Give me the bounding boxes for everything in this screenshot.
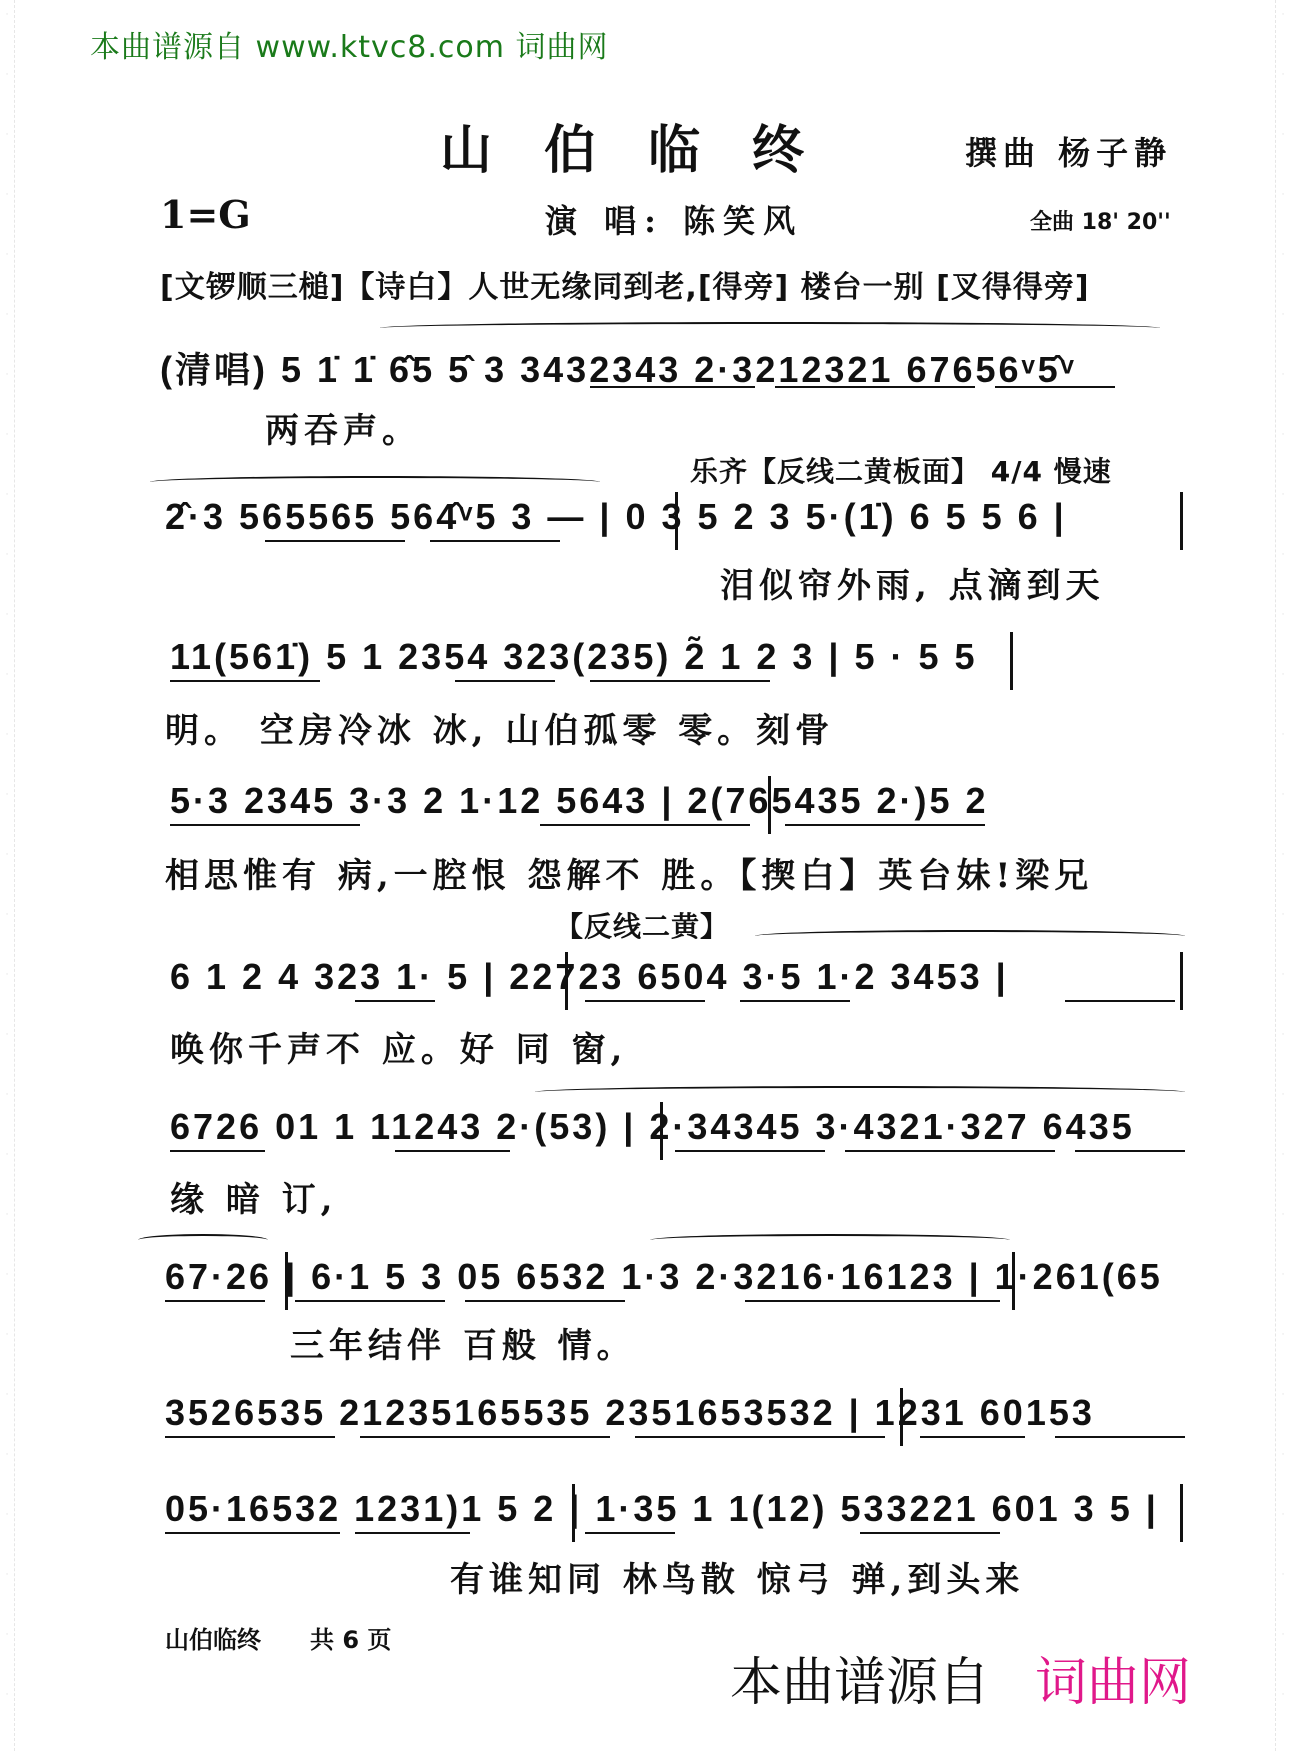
score-row-9-lyrics: 有谁知同 林鸟散 惊弓 弹,到头来 (450, 1560, 1025, 1600)
margin-watermark-mark: · (1281, 1570, 1285, 1580)
beam (265, 540, 405, 542)
score-row-2-notes: 2̂·3 565565 564̂ᵛ5 3 — | 0 3 5 2 3 5·(1̇) 6 5 5 6 | (165, 496, 1067, 537)
bar-line (1180, 1484, 1183, 1542)
beam (590, 680, 770, 682)
margin-watermark-mark: · (5, 130, 9, 140)
right-margin-strip (1275, 0, 1290, 1751)
score-row-9-notes: 05·16532 1231)1 5 2 | 1·35 1 1(12) 533221 601 3 5 | (165, 1488, 1159, 1529)
beam (395, 1150, 510, 1152)
margin-watermark-mark: · (5, 70, 9, 80)
beam (920, 1436, 1025, 1438)
margin-watermark-mark: · (1281, 1090, 1285, 1100)
margin-watermark-mark: · (5, 10, 9, 20)
phrase-slur (150, 476, 600, 488)
margin-watermark-mark: · (5, 190, 9, 200)
beam (295, 1300, 445, 1302)
margin-watermark-mark: · (5, 1030, 9, 1040)
phrase-slur (535, 1086, 1185, 1098)
phrase-slur (650, 1234, 1010, 1246)
margin-watermark-mark: · (5, 910, 9, 920)
beam (585, 1532, 675, 1534)
bar-line (1010, 632, 1013, 690)
margin-watermark-mark: · (1281, 490, 1285, 500)
margin-watermark-mark: · (5, 1570, 9, 1580)
beam (355, 1532, 470, 1534)
margin-watermark-mark: · (5, 610, 9, 620)
margin-watermark-mark: · (1281, 70, 1285, 80)
margin-watermark-mark: · (5, 490, 9, 500)
score-row-1-lyrics: 两吞声。 (265, 411, 421, 451)
bar-line (1180, 952, 1183, 1010)
score-row-1-notes: (清唱) 5 1̇ 1̇ 6̂5 5̂ 3 3432343 2·3212321 67656ᵛ5̂ᵛ (160, 349, 1077, 390)
score-row-5-notes: 6 1 2 4 323 1· 5 | 22723 6504 3·5 1·2 3453 | (170, 956, 1009, 997)
beam (455, 680, 555, 682)
margin-watermark-mark: · (1281, 1150, 1285, 1160)
margin-watermark-mark: · (5, 850, 9, 860)
beam (845, 1150, 1055, 1152)
margin-watermark-mark: · (1281, 1270, 1285, 1280)
margin-watermark-mark: · (5, 1270, 9, 1280)
beam (355, 1000, 435, 1002)
beam (1065, 1000, 1175, 1002)
beam (165, 1300, 265, 1302)
margin-watermark-mark: · (1281, 910, 1285, 920)
beam (360, 1436, 610, 1438)
margin-watermark-mark: · (5, 550, 9, 560)
score-row-3-lyrics: 明。 空房冷冰 冰, 山伯孤零 零。刻骨 (165, 711, 835, 751)
margin-watermark-mark: · (5, 970, 9, 980)
bar-line (675, 492, 678, 550)
margin-watermark-mark: · (1281, 850, 1285, 860)
footer-page-count: 共 6 页 (310, 1626, 392, 1654)
bar-line (1180, 492, 1183, 550)
margin-watermark-mark: · (1281, 250, 1285, 260)
bar-line (660, 1102, 663, 1160)
margin-watermark-mark: · (5, 670, 9, 680)
beam (465, 1300, 625, 1302)
beam (165, 1532, 340, 1534)
bar-line (285, 1252, 288, 1310)
margin-watermark-mark: · (5, 1210, 9, 1220)
margin-watermark-mark: · (5, 1630, 9, 1640)
footer-source-note: 本曲谱源自 (730, 1653, 991, 1713)
margin-watermark-mark: · (1281, 790, 1285, 800)
beam (540, 824, 750, 826)
singer-credit: 演 唱: 陈笑风 (545, 202, 804, 240)
margin-watermark-mark: · (1281, 1690, 1285, 1700)
margin-watermark-mark: · (5, 1150, 9, 1160)
beam (740, 1000, 850, 1002)
left-margin-strip (0, 0, 15, 1751)
footer-title: 山伯临终 (165, 1626, 261, 1654)
margin-watermark-mark: · (5, 1510, 9, 1520)
margin-watermark-mark: · (5, 790, 9, 800)
intro-line: [文锣顺三槌]【诗白】人世无缘同到老,[得旁] 楼台一别 [叉得得旁] (160, 270, 1090, 305)
margin-watermark-mark: · (1281, 610, 1285, 620)
score-row-2-marker: 乐齐【反线二黄板面】 4/4 慢速 (690, 455, 1112, 488)
phrase-slur (380, 322, 1160, 334)
margin-watermark-mark: · (1281, 10, 1285, 20)
margin-watermark-mark: · (1281, 430, 1285, 440)
margin-watermark-mark: · (1281, 1030, 1285, 1040)
source-note: 本曲谱源自 www.ktvc8.com 词曲网 (90, 30, 609, 65)
duration: 全曲 18' 20'' (1030, 210, 1171, 235)
margin-watermark-mark: · (5, 730, 9, 740)
margin-watermark-mark: · (5, 430, 9, 440)
beam (1075, 1150, 1185, 1152)
margin-watermark-mark: · (1281, 1510, 1285, 1520)
score-row-7-notes: 67·26 | 6·1 5 3 05 6532 1·3 2·3216·16123 | 1·261(65 (165, 1256, 1163, 1297)
margin-watermark-mark: · (5, 1390, 9, 1400)
beam (860, 1532, 1000, 1534)
margin-watermark-mark: · (5, 250, 9, 260)
margin-watermark-mark: · (1281, 1630, 1285, 1640)
footer-site-link[interactable]: 词曲网 (1035, 1653, 1192, 1713)
margin-watermark-mark: · (5, 1450, 9, 1460)
margin-watermark-mark: · (1281, 1330, 1285, 1340)
margin-watermark-mark: · (1281, 970, 1285, 980)
bar-line (572, 1484, 575, 1542)
bar-line (768, 776, 771, 834)
beam (170, 1150, 265, 1152)
score-row-4-lyrics: 相思惟有 病,一腔恨 怨解不 胜。【揳白】英台妹!梁兄 (165, 856, 1094, 896)
score-row-5-lyrics: 唤你千声不 应。好 同 窗, (170, 1030, 628, 1070)
beam (170, 824, 360, 826)
margin-watermark-mark: · (5, 370, 9, 380)
margin-watermark-mark: · (5, 1090, 9, 1100)
margin-watermark-mark: · (1281, 550, 1285, 560)
key-signature: 1=G (160, 192, 251, 237)
margin-watermark-mark: · (1281, 730, 1285, 740)
beam (170, 680, 320, 682)
margin-watermark-mark: · (1281, 370, 1285, 380)
score-row-5-marker: 【反线二黄】 (555, 910, 730, 943)
phrase-slur (755, 930, 1185, 942)
margin-watermark-mark: · (1281, 1450, 1285, 1460)
margin-watermark-mark: · (1281, 1210, 1285, 1220)
margin-watermark-mark: · (5, 310, 9, 320)
beam (785, 824, 985, 826)
beam (585, 1000, 705, 1002)
composer-credit: 撰曲 杨子静 (965, 134, 1173, 172)
beam (590, 386, 755, 388)
bar-line (565, 952, 568, 1010)
score-row-3-notes: 11(561̇) 5 1 2354 323(235) 2̃ 1 2 3 | 5 · 5 5 (170, 636, 978, 677)
beam (1055, 1436, 1185, 1438)
score-row-8-notes: 3526535 21235165535 2351653532 | 1231 60153 (165, 1392, 1095, 1433)
beam (745, 1300, 1000, 1302)
margin-watermark-mark: · (1281, 310, 1285, 320)
beam (995, 386, 1115, 388)
margin-watermark-mark: · (5, 1330, 9, 1340)
margin-watermark-mark: · (1281, 190, 1285, 200)
bar-line (900, 1388, 903, 1446)
margin-watermark-mark: · (1281, 670, 1285, 680)
margin-watermark-mark: · (1281, 130, 1285, 140)
phrase-slur (138, 1234, 268, 1246)
beam (775, 386, 975, 388)
margin-watermark-mark: · (1281, 1390, 1285, 1400)
beam (635, 1436, 885, 1438)
score-row-6-lyrics: 缘 暗 订, (170, 1180, 338, 1220)
beam (165, 1436, 335, 1438)
score-row-7-lyrics: 三年结伴 百般 情。 (290, 1326, 636, 1366)
beam (675, 1150, 825, 1152)
score-row-4-notes: 5·3 2345 3·3 2 1·12 5643 | 2(765435 2·)5 2 (170, 780, 989, 821)
margin-watermark-mark: · (5, 1690, 9, 1700)
beam (430, 540, 560, 542)
page-title: 山伯临终 (440, 120, 857, 181)
score-row-2-lyrics: 泪似帘外雨, 点滴到天 (720, 566, 1105, 606)
score-row-6-notes: 6726 01 1 11243 2·(53) | 2·34345 3·4321·327 6435 (170, 1106, 1135, 1147)
bar-line (1012, 1252, 1015, 1310)
